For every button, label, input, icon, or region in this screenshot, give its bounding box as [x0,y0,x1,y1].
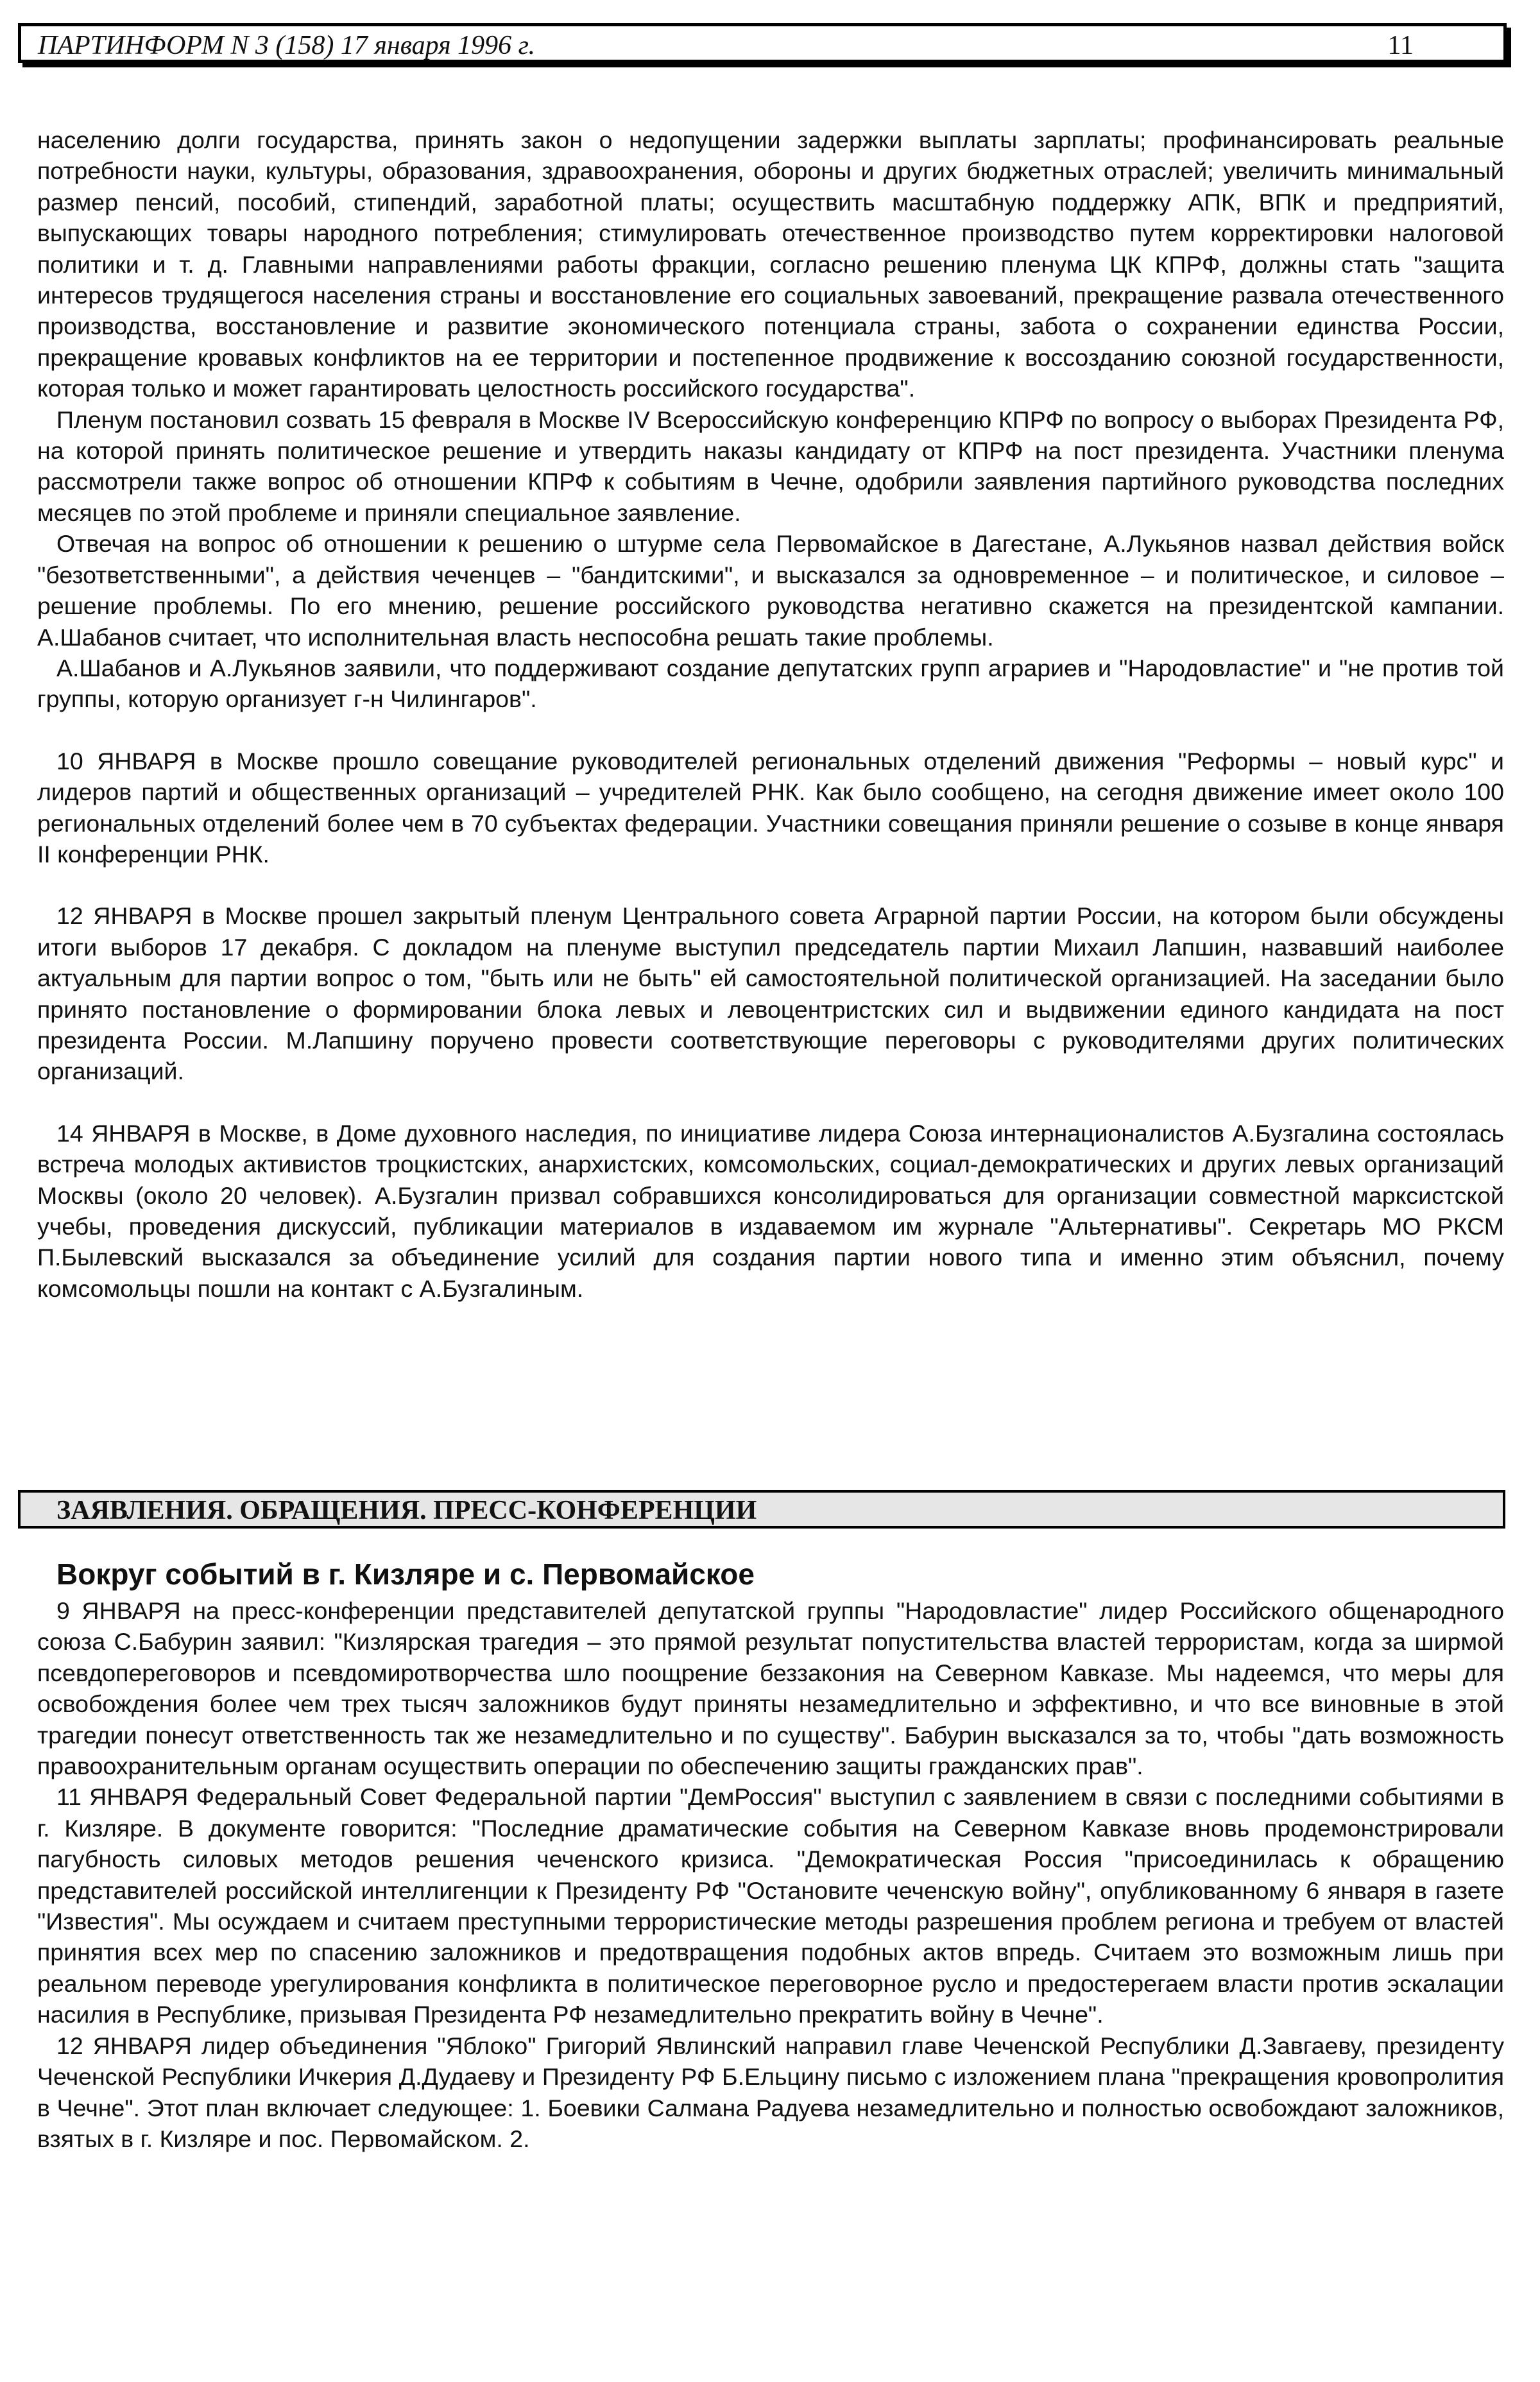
article-paragraph-jan12: 12 ЯНВАРЯ лидер объединения "Яблоко" Григорий Явлинский направил главе Чеченской Республики Д.Завгаеву, президенту Чеченской Республики Ичкерия Д.Дудаеву и Президенту РФ Б.Ельцину письмо с изложением плана "прекращения кровопролития в Чечне". Этот план включает следующее: 1. Боевики Салмана Радуева незамедлительно и полностью освобождают заложников, взятых в г. Кизляре и пос. Первомайском. 2. [37,2032,1504,2152]
page-header [18,23,1507,63]
section-title: ЗАЯВЛЕНИЯ. ОБРАЩЕНИЯ. ПРЕСС-КОНФЕРЕНЦИИ [56,1496,757,1525]
top-news-column [37,124,1504,1304]
article-heading: Вокруг событий в г. Кизляре и с. Первомайское [56,1557,755,1591]
paragraph-pervomayskoye-assault: Отвечая на вопрос об отношении к решению о штурме села Первомайское в Дагестане, А.Лукьянов назвал действия войск "безответственными", а действия чеченцев – "бандитскими", и высказался за одновременное – и политическое, и силовое – решение проблемы. По его мнению, решение российского руководства негативно скажется на президентской кампании. А.Шабанов считает, что исполнительная власть неспособна решать такие проблемы. [37,530,1504,651]
paragraph-kprf-faction: населению долги государства, принять закон о недопущении задержки выплаты зарплаты; профинансировать реальные потребности науки, культуры, образования, здравоохранения, обороны и других бюджетных отраслей; увеличить минимальный размер пенсий, пособий, стипендий, заработной платы; осуществить масштабную поддержку АПК, ВПК и предприятий, выпускающих товары народного потребления; стимулировать отечественное производство путем корректировки налоговой политики и т. д. Главными направлениями работы фракции, согласно решению пленума ЦК КПРФ, должны стать "защита интересов трудящегося населения страны и восстановление его социальных завоеваний, прекращение развала отечественного производства, восстановление и развитие экономического потенциала страны, забота о сохранении единства России, прекращение кровавых конфликтов на ее территории и постепенное продвижение к воссозданию союзной государственности, которая только и может гарантировать целостность российского государства". [37,126,1504,402]
article-paragraph-jan9: 9 ЯНВАРЯ на пресс-конференции представителей депутатской группы "Народовластие" лидер Российского общенародного союза С.Бабурин заявил: "Кизлярская трагедия – это прямой результат попустительства властей террористам, когда за ширмой псевдопереговоров и псевдомиротворчества шло поощрение беззакония на Северном Кавказе. Мы надеемся, что меры для освобождения более чем трех тысяч заложников будут приняты незамедлительно и эффективно, и что все виновные в этой трагедии понесут ответственность так же незамедлительно и по существу". Бабурин высказался за то, чтобы "дать возможность правоохранительным органам осуществить операции по обеспечению защиты гражданских прав". [37,1597,1504,1780]
news-item-jan12: 12 ЯНВАРЯ в Москве прошел закрытый пленум Центрального совета Аграрной партии России, на котором были обсуждены итоги выборов 17 декабря. С докладом на пленуме выступил председатель партии Михаил Лапшин, назвавший наиболее актуальным для партии вопрос о том, "быть или не быть" ей самостоятельной политической организацией. На заседании было принято постановление о формировании блока левых и левоцентристских сил и выдвижении единого кандидата на пост президента России. М.Лапшину поручено провести соответствующие переговоры с руководителями других политических организаций. [37,902,1504,1085]
page-number: 11 [1387,31,1414,60]
article-paragraph-jan11: 11 ЯНВАРЯ Федеральный Совет Федеральной партии "ДемРоссия" выступил с заявлением в связи с последними событиями в г. Кизляре. В документе говорится: "Последние драматические события на Северном Кавказе вновь продемонстрировали пагубность силовых методов решения чеченского кризиса. "Демократическая Россия "присоединилась к обращению представителей российской интеллигенции к Президенту РФ "Остановите чеченскую войну", опубликованному 6 января в газете "Известия". Мы осуждаем и считаем преступными террористические методы разрешения проблем региона и требуем от властей принятия всех мер по спасению заложников и предотвращения подобных актов впредь. Считаем это возможным лишь при реальном переводе урегулирования конфликта в политическое переговорное русло и предостерегаем власти против эскалации насилия в Республике, призывая Президента РФ незамедлительно прекратить войну в Чечне". [37,1783,1504,2028]
news-item-jan14: 14 ЯНВАРЯ в Москве, в Доме духовного наследия, по инициативе лидера Союза интернационалистов А.Бузгалина состоялась встреча молодых активистов троцкистских, анархистских, комсомольских, социал-демократических и других левых организаций Москвы (около 20 человек). А.Бузгалин призвал собравшихся консолидироваться для организации совместной марксистской учебы, проведения дискуссий, публикации материалов в издаваемом им журнале "Альтернативы". Секретарь МО РКСМ П.Былевский высказался за объединение усилий для создания партии нового типа и именно этим объяснил, почему комсомольцы пошли на контакт с А.Бузгалиным. [37,1119,1504,1302]
publication-title: ПАРТИНФОРМ N 3 (158) 17 января 1996 г. [38,31,535,60]
paragraph-deputy-groups: А.Шабанов и А.Лукьянов заявили, что поддерживают создание депутатских групп аграриев и "Народовластие" и "не против той группы, которую организует г-н Чилингаров". [37,654,1504,713]
news-item-jan10: 10 ЯНВАРЯ в Москве прошло совещание руководителей региональных отделений движения "Реформы – новый курс" и лидеров партий и общественных организаций – учредителей РНК. Как было сообщено, на сегодня движение имеет около 100 региональных отделений более чем в 70 субъектах федерации. Участники совещания приняли решение о созыве в конце января II конференции РНК. [37,747,1504,868]
paragraph-plenum-conference: Пленум постановил созвать 15 февраля в Москве IV Всероссийскую конференцию КПРФ по вопросу о выборах Президента РФ, на которой принять политическое решение и утвердить наказы кандидату от КПРФ на пост президента. Участники пленума рассмотрели также вопрос об отношении КПРФ к событиям в Чечне, одобрили заявления партийного руководства последних месяцев по этой проблеме и приняли специальное заявление. [37,406,1504,526]
section-header-bar [18,1490,1505,1529]
article-body [37,1595,1504,2154]
